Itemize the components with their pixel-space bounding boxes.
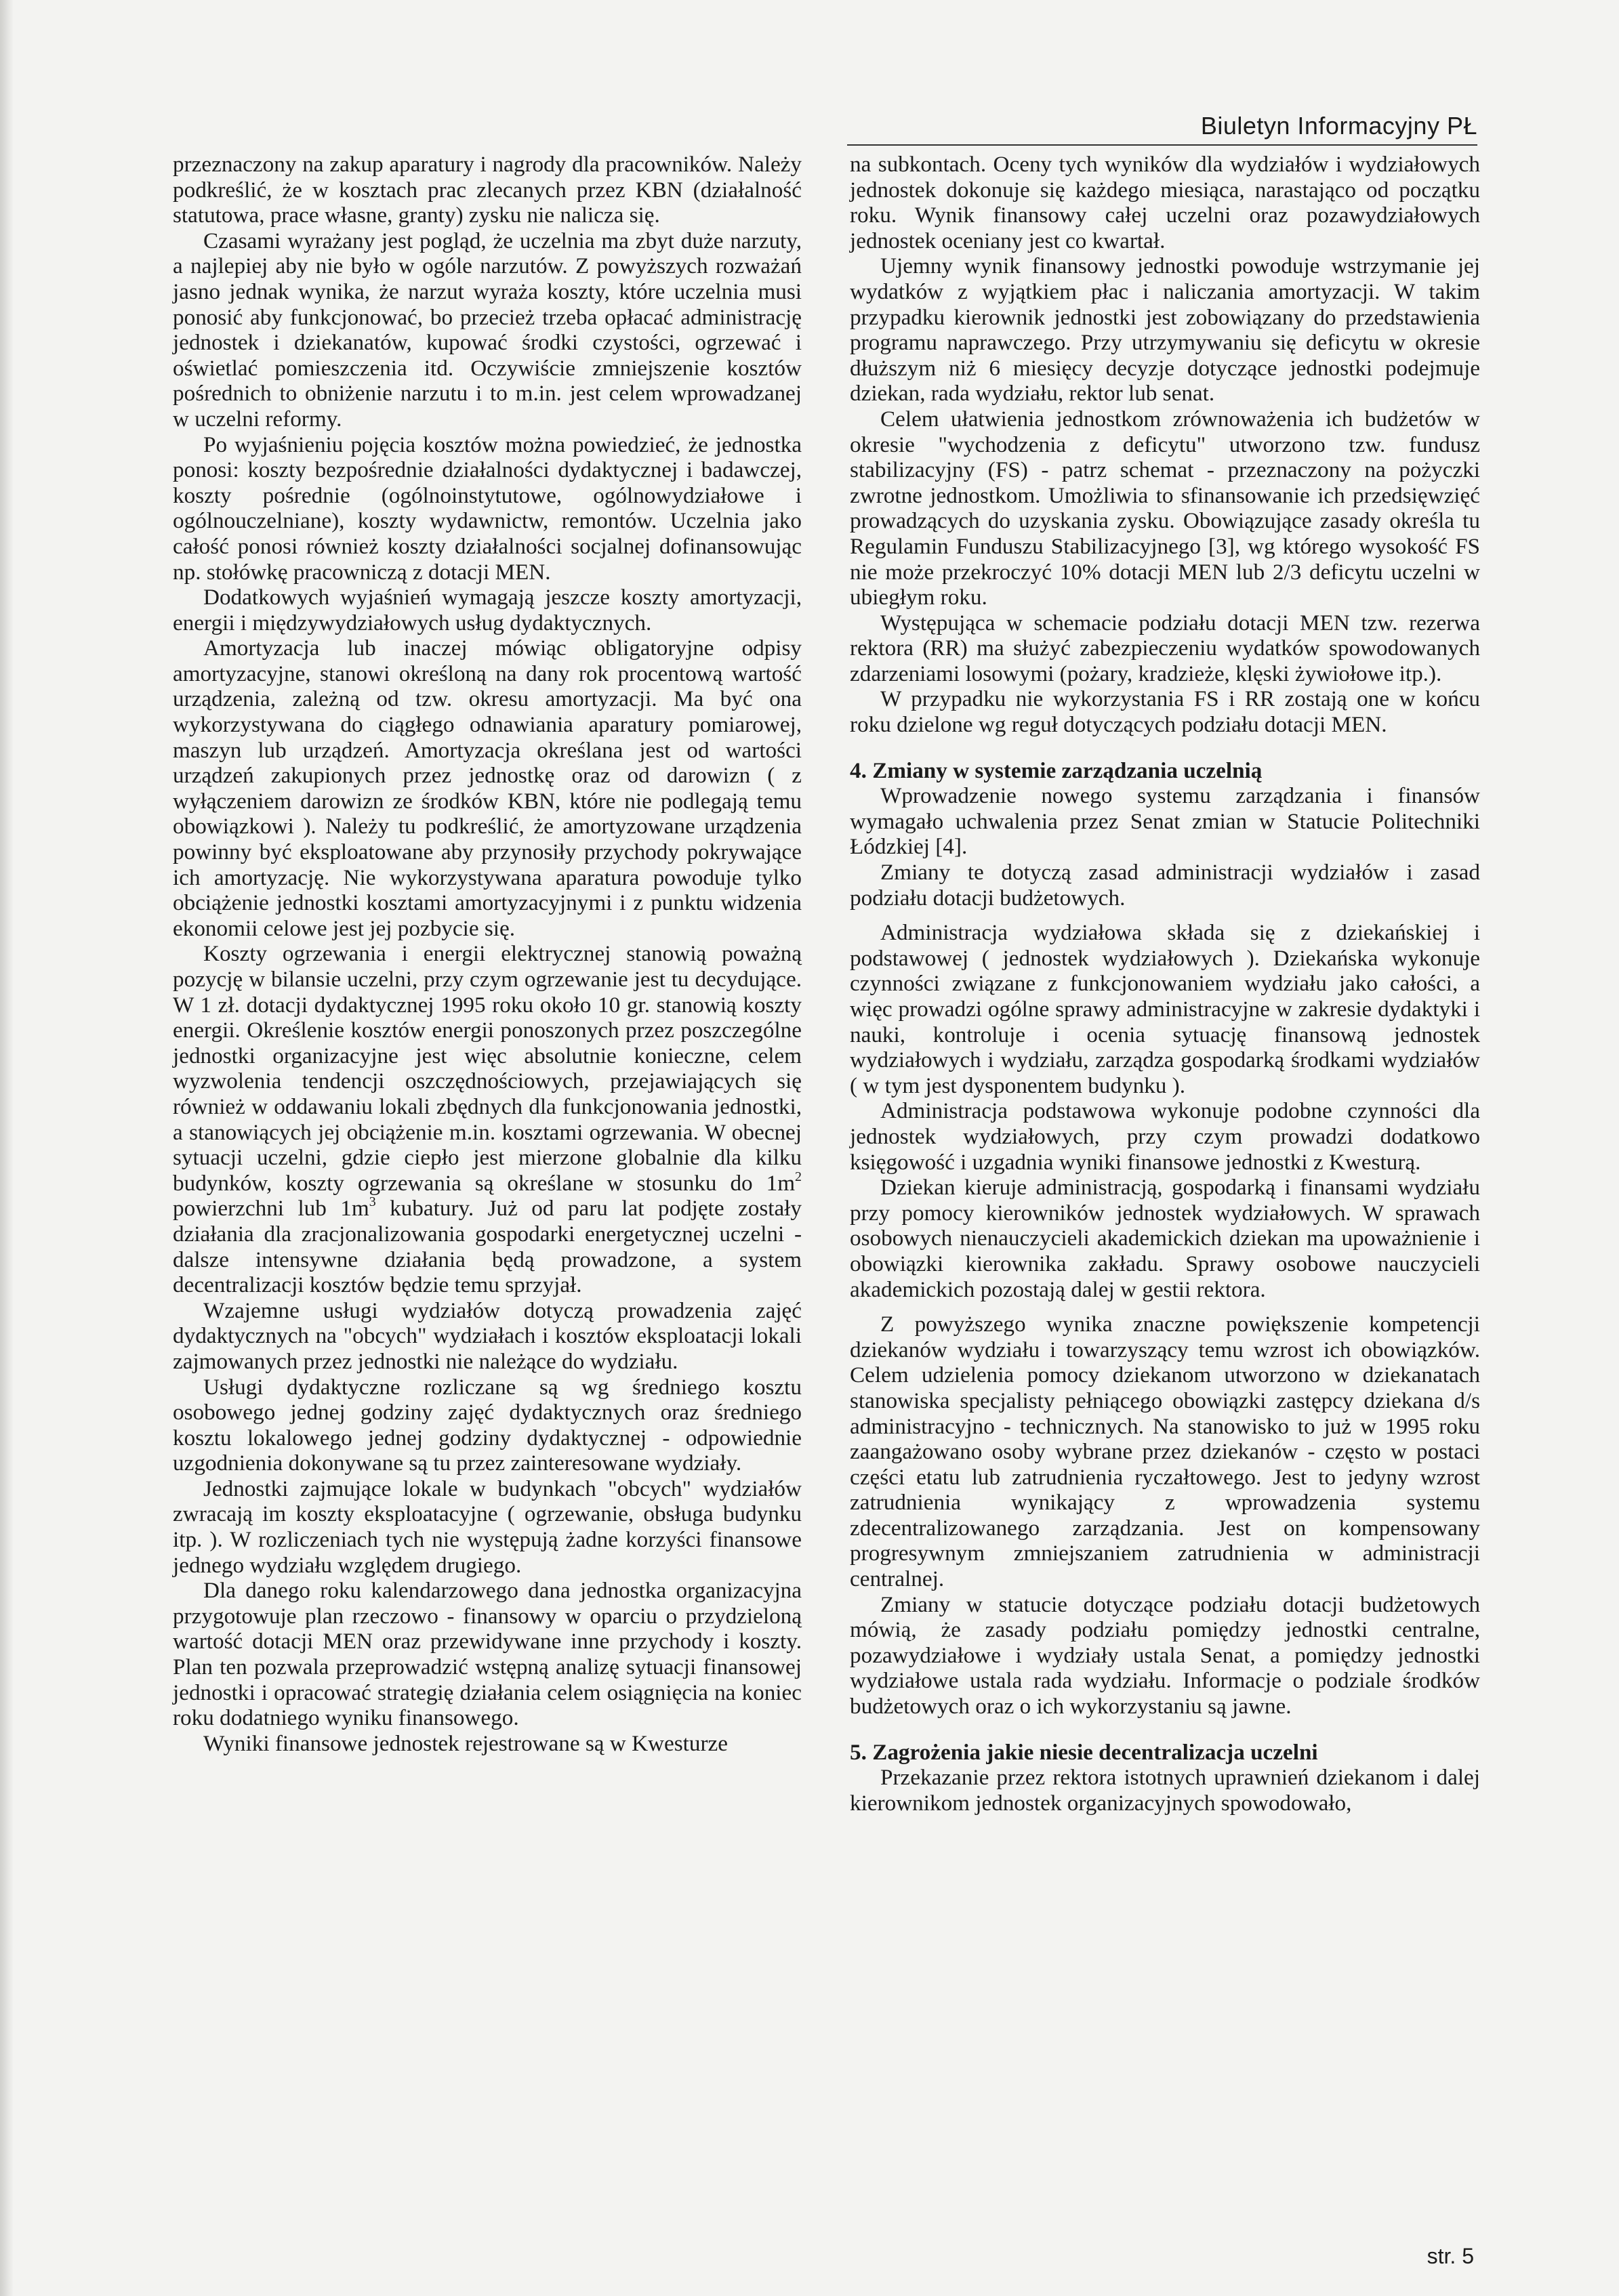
paragraph: Dodatkowych wyjaśnień wymagają jeszcze koszty amortyzacji, energii i międzywydziałowych usług dydaktycznych. <box>173 585 802 635</box>
paragraph: W przypadku nie wykorzystania FS i RR zostają one w końcu roku dzielone wg reguł dotyczących podziału dotacji MEN. <box>850 686 1480 738</box>
paragraph: Z powyższego wynika znaczne powiększenie kompetencji dziekanów wydziału i towarzyszący temu wzrost ich obowiązków. Celem udzielenia pomocy dziekanom utworzono w dziekanatach stanowiska specjalisty pełniącego obowiązki zastępcy dziekana d/s administracyjno - technicznych. Na stanowisko to już w 1995 roku zaangażowano osoby wybrane przez dziekanów - często w postaci części etatu lub zatrudnienia ryczałtowego. Jest to jedyny wzrost zatrudnienia wynikający z wprowadzenia systemu zdecentralizowanego zarządzania. Jest on kompensowany progresywnym zmniejszaniem zatrudnienia w administracji centralnej. <box>850 1312 1480 1592</box>
superscript: 2 <box>795 1169 802 1184</box>
text-run: kubatury. Już od paru lat podjęte zostały działania dla zracjonalizowania gospodarki energetycznej uczelni - dalsze intensywne działania będą prowadzone, a system decentralizacji kosztów będzie temu sprzyjał. <box>173 1196 802 1298</box>
spacer <box>850 1719 1480 1740</box>
paragraph: Celem ułatwienia jednostkom zrównoważenia ich budżetów w okresie "wychodzenia z deficytu" utworzono tzw. fundusz stabilizacyjny (FS) - patrz schemat - przeznaczony na pożyczki zwrotne jednostkom. Umożliwia to sfinansowanie ich przedsięwzięć prowadzących do uzyskania zysku. Obowiązujące zasady określa tu Regulamin Funduszu Stabilizacyjnego [3], wg którego wysokość FS nie może przekroczyć 10% dotacji MEN lub 2/3 deficytu uczelni w ubiegłym roku. <box>850 406 1480 610</box>
spacer <box>850 1302 1480 1312</box>
paragraph: Wzajemne usługi wydziałów dotyczą prowadzenia zajęć dydaktycznych na "obcych" wydziałach i kosztów eksploatacji lokali zajmowanych przez jednostki nie należące do wydziału. <box>173 1297 802 1374</box>
spacer <box>850 738 1480 758</box>
paragraph: Wprowadzenie nowego systemu zarządzania i finansów wymagało uchwalenia przez Senat zmian w Statucie Politechniki Łódzkiej [4]. <box>850 783 1480 860</box>
paragraph: Po wyjaśnieniu pojęcia kosztów można powiedzieć, że jednostka ponosi: koszty bezpośrednie działalności dydaktycznej i badawczej, koszty pośrednie (ogólnoinstytutowe, ogólnowydziałowe i ogólnouczelniane), koszty wydawnictw, remontów. Uczelnia jako całość ponosi również koszty działalności socjalnej dofinansowując np. stołówkę pracowniczą z dotacji MEN. <box>173 432 802 585</box>
section-heading-5: 5. Zagrożenia jakie niesie decentralizacja uczelni <box>850 1739 1318 1765</box>
page-shadow-edge <box>0 0 14 2296</box>
paragraph: Administracja wydziałowa składa się z dziekańskiej i podstawowej ( jednostek wydziałowych ). Dziekańska wykonuje czynności związane z funkcjonowaniem wydziału jako całości, a więc prowadzi ogólne sprawy administracyjne w zakresie dydaktyki i nauki, kontroluje i ocenia sytuację finansową jednostek wydziałowych i wydziału, zarządza gospodarką środkami wydziałów ( w tym jest dysponentem budynku ). <box>850 920 1480 1098</box>
paragraph: Wyniki finansowe jednostek rejestrowane są w Kwesturze <box>203 1730 728 1756</box>
superscript: 3 <box>369 1194 376 1210</box>
paragraph: Zmiany te dotyczą zasad administracji wydziałów i zasad podziału dotacji budżetowych. <box>850 860 1480 911</box>
paragraph: Przekazanie przez rektora istotnych uprawnień dziekanom i dalej kierownikom jednostek organizacyjnych spowodowało, <box>850 1765 1480 1816</box>
text-run: powierzchni lub 1m <box>173 1196 369 1222</box>
paragraph: Administracja podstawowa wykonuje podobne czynności dla jednostek wydziałowych, przy czym prowadzi dodatkowo księgowość i uzgadnia wyniki finansowe jednostki z Kwesturą. <box>850 1098 1480 1175</box>
paragraph: Zmiany w statucie dotyczące podziału dotacji budżetowych mówią, że zasady podziału pomiędzy jednostki centralne, pozawydziałowe i wydziały ustala Senat, a pomiędzy jednostki wydziałowe ustala rada wydziału. Informacje o podziale środków budżetowych oraz o ich wykorzystaniu są jawne. <box>850 1591 1480 1719</box>
running-header: Biuletyn Informacyjny PŁ <box>847 112 1477 146</box>
spacer <box>850 911 1480 920</box>
paragraph: na subkontach. Oceny tych wyników dla wydziałów i wydziałowych jednostek dokonuje się każdego miesiąca, narastająco od początku roku. Wynik finansowy całej uczelni oraz pozawydziałowych jednostek oceniany jest co kwartał. <box>850 152 1480 253</box>
page-number: str. 5 <box>1427 2244 1474 2268</box>
paragraph: Czasami wyrażany jest pogląd, że uczelnia ma zbyt duże narzuty, a najlepiej aby nie było w ogóle narzutów. Z powyższych rozważań jasno jednak wynika, że narzut wyraża koszty, które uczelnia musi ponosić aby funkcjonować, bo przecież trzeba opłacać administrację jednostek i dziekanatów, kupować środki czystości, ogrzewać i oświetlać pomieszczenia itd. Oczywiście zmniejszenie kosztów pośrednich to obniżenie narzutu i to m.in. jest celem wprowadzanej w uczelni reformy. <box>173 228 802 432</box>
paragraph: Usługi dydaktyczne rozliczane są wg średniego kosztu osobowego jednej godziny zajęć dydaktycznych oraz średniego kosztu lokalowego jednej godziny dydaktycznej - odpowiednie uzgodnienia dokonywane są tu przez zainteresowane wydziały. <box>173 1374 802 1476</box>
text-run: Koszty ogrzewania i energii elektrycznej stanowią poważną pozycję w bilansie uczelni, przy czym ogrzewanie jest tu decydujące. W 1 zł. dotacji dydaktycznej 1995 roku około 10 gr. stanowią koszty energii. Określenie kosztów energii ponoszonych przez poszczególne jednostki organizacyjne jest więc absolutnie konieczne, celem wyzwolenia tendencji oszczędnościowych, przejawiających się również w oddawaniu lokali zbędnych dla funkcjonowania jednostki, a stanowiących jej obciążenie m.in. kosztami ogrzewania. W obecnej sytuacji uczelni, gdzie ciepło jest mierzone globalnie dla kilku budynków, koszty ogrzewania są określane w stosunku do 1m <box>173 941 802 1196</box>
paragraph <box>173 941 802 1297</box>
paragraph: Jednostki zajmujące lokale w budynkach "obcych" wydziałów zwracają im koszty eksploatacyjne ( ogrzewanie, obsługa budynku itp. ). W rozliczeniach tych nie występują żadne korzyści finansowe jednego wydziału względem drugiego. <box>173 1476 802 1578</box>
paragraph: Dziekan kieruje administracją, gospodarką i finansami wydziału przy pomocy kierowników jednostek wydziałowych. W sprawach osobowych nienauczycieli akademickich dziekan ma upoważnienie i obowiązki kierownika zakładu. Sprawy osobowe nauczycieli akademickich pozostają dalej w gestii rektora. <box>850 1175 1480 1302</box>
paragraph: Dla danego roku kalendarzowego dana jednostka organizacyjna przygotowuje plan rzeczowo - finansowy w oparciu o przydzieloną wartość dotacji MEN oraz przewidywane inne przychody i koszty. Plan ten pozwala przeprowadzić wstępną analizę sytuacji finansowej jednostki i opracować strategię działania celem osiągnięcia na koniec roku dodatniego wyniku finansowego. <box>173 1578 802 1731</box>
paragraph: przeznaczony na zakup aparatury i nagrody dla pracowników. Należy podkreślić, że w kosztach prac zlecanych przez KBN (działalność statutowa, prace własne, granty) zysku nie nalicza się. <box>173 152 802 228</box>
paragraph: Występująca w schemacie podziału dotacji MEN tzw. rezerwa rektora (RR) ma służyć zabezpieczeniu wydatków spowodowanych zdarzeniami losowymi (pożary, kradzieże, klęski żywiołowe itp.). <box>850 610 1480 686</box>
right-column <box>850 152 1480 1816</box>
section-heading-4: 4. Zmiany w systemie zarządzania uczelnią <box>850 757 1263 783</box>
paragraph: Amortyzacja lub inaczej mówiąc obligatoryjne odpisy amortyzacyjne, stanowi określoną na dany rok procentową wartość urządzenia, zależną od tzw. okresu amortyzacji. Ma być ona wykorzystywana do ciągłego odnawiania aparatury pomiarowej, maszyn lub urządzeń. Amortyzacja określana jest od wartości urządzeń zakupionych przez jednostkę oraz od darowizn ( z wyłączeniem darowizn ze środków KBN, które nie podlegają temu obowiązkowi ). Należy tu podkreślić, że amortyzowane urządzenia powinny być eksploatowane aby przynosiły przychody pokrywające ich amortyzację. Nie wykorzystywana aparatura powoduje tylko obciążenie jednostki kosztami amortyzacyjnymi i z punktu widzenia ekonomii celowe jest jej pozbycie się. <box>173 635 802 941</box>
paragraph: Ujemny wynik finansowy jednostki powoduje wstrzymanie jej wydatków z wyjątkiem płac i naliczania amortyzacji. W takim przypadku kierownik jednostki jest zobowiązany do przedstawienia programu naprawczego. Przy utrzymywaniu się deficytu w okresie dłuższym niż 6 miesięcy decyzje dotyczące jednostki podejmuje dziekan, rada wydziału, rektor lub senat. <box>850 253 1480 406</box>
left-column <box>173 152 802 1756</box>
